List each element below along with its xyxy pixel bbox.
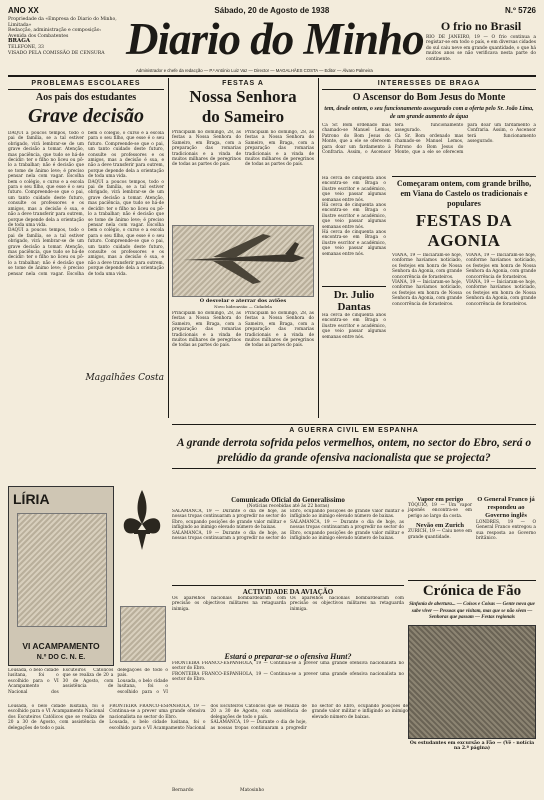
scout-poster	[8, 486, 168, 700]
aviation-text: Os aparelhos nacionais bombardearam com precisão os objectivos militares na retaguarda inimiga.	[172, 596, 286, 612]
cronica-title: Crónica de Fão	[422, 583, 522, 599]
scout-text-2: Lousada, o belo cidade lusitana, foi o escolhido para o VI	[117, 678, 168, 695]
viana-big-headline: FESTAS DA AGONIA	[415, 211, 513, 250]
left-headline: Grave decisão	[27, 105, 145, 127]
viana-article	[392, 176, 536, 413]
issue-number: N.º 5726	[505, 6, 536, 15]
estara-text-2: FRONTEIRA FRANCO-ESPANHOLA, 19 — Continua-se a prever uma grande ofensiva nacionalista no sector do Ebro.	[172, 671, 404, 683]
estara-title: Estará o preparar-se o ofensiva Hunt?	[224, 652, 352, 661]
viana-body-text-4: VIANA, 19 — Iniciaram-se hoje, conforme havíamos noticiado, os festejos em honra de Nossa Senhora da Agonia, com grande concorrência de forasteiros.	[466, 280, 536, 307]
bottom-text-2: FRONTEIRA FRANCO-ESPANHOLA, 19 — Continua-se a prever uma grande ofensiva nacionalista no sector do Ebro.	[109, 704, 206, 720]
camp-title: VI ACAMPAMENTO	[22, 641, 100, 651]
masthead	[8, 14, 536, 77]
bottom-text-4: SALAMANCA, 19 — Durante o dia de hoje, as nossas tropas continuaram a progredir no sector do Ebro, ocupando posições de grande valor militar e infligindo ao inimigo elevado número de baixas.	[210, 704, 408, 731]
center-body-text-2: Principiam no domingo, 28, as festas a Nossa Senhora do Sameiro, em Braga, com a preparação das romarias tradicionais e a vinda de muitos milhares de peregrinos de todas as partes do país.	[172, 311, 241, 349]
masthead-right-article	[426, 19, 536, 62]
owner-text: Propriedade da «Empresa do Diario do Minho, Limitada»	[8, 17, 117, 28]
center-kicker: FESTAS A	[222, 80, 264, 87]
center-body-text: Principiam no domingo, 28, as festas a Nossa Senhora do Sameiro, em Braga, com a preparação das romarias tradicionais e a vinda de muitos milhares de peregrinos de todas as partes do país.	[172, 130, 241, 168]
communique-title: Comunicado Oficial do Generalíssimo	[231, 496, 345, 504]
scout-text: Lousada, o belo cidade lusitana, foi o escolhido para o VI Acampamento Nacional dos Escuteiros Católicos que se realiza de 20 a 30 de Agosto, com assistência de delegações de todo o país.	[8, 668, 168, 695]
students-photo	[408, 625, 536, 739]
footer-left: Bernardo	[172, 788, 194, 793]
war-headline: A grande derrota sofrida pelos vermelhos, ontem, no sector do Ebro, será o prelúdio da grande ofensiva nacionalista que se projecta?	[176, 437, 532, 464]
aviation-body	[172, 596, 404, 652]
vapor-article	[408, 496, 472, 540]
communique-body	[172, 509, 404, 585]
airplane-photo	[172, 225, 314, 297]
censorship-label: VISADO PELA COMISSÃO DE CENSURA	[8, 50, 105, 56]
center-body-text-3: Principiam no domingo, 28, as festas a Nossa Senhora do Sameiro, em Braga, com a preparação das romarias tradicionais e a vinda de muitos milhares de peregrinos de todas as partes do país.	[245, 311, 314, 349]
column-rule	[318, 78, 319, 418]
communique-text-3: SALAMANCA, 19 — Durante o dia de hoje, as nossas tropas continuaram a progredir no sector do Ebro, ocupando posições de grande valor militar e infligindo ao inimigo elevado número de baixas.	[290, 519, 404, 542]
dantas-prebody	[322, 176, 386, 286]
right-body-text-cont: Cá Sr. Bom ordenado mas chamado-se Manuel Lemos, Patrono do Bom Jesus do Monte, que a ele se oferecem para doar um fardamento à Confraria. Assim, o Ascensor terá funcionamento assegurado.	[394, 123, 536, 156]
left-body-text-cont2: DAQUI a poucos tempos, todo o pai de família, se a tal estiver obrigado, virá lembrar-se de um grave decisão a tomar. Atenção, mas paciência, que tudo se há-de decidir: ter o filho no liceu ou pô-lo a trabalhar; não é decisão que se tome de ânimo leve; é preciso pensar nela com vagar. Escolha bem o colégio, o curso e a escola para o seu filho, que esse é o seu futuro. Compreende-se que o pai, um tanto cuidado deste futuro, consulte os professores e os amigos, mas a decisão é sua, e não a deve transferir para outrem, porque depende dela a orientação de toda uma vida.	[88, 179, 164, 277]
fleur-de-lis-icon	[116, 486, 168, 556]
bottom-body	[8, 704, 408, 788]
camp-sub: N.º DO C. N. E.	[36, 654, 86, 661]
city-label: BRAGA	[8, 38, 31, 45]
left-kicker: PROBLEMAS ESCOLARES	[31, 80, 141, 87]
vapor-title: Vapor em perigo	[416, 496, 464, 503]
phone-label: TELEFONE, 33	[8, 44, 44, 50]
center-headline-2: do Sameiro	[201, 107, 285, 126]
viana-body-text: VIANA, 19 — Iniciaram-se hoje, conforme havíamos noticiado, os festejos em honra de Nossa Senhora da Agonia, com grande concorrência de forasteiros.	[392, 253, 463, 280]
fleur-de-lis-panel	[116, 486, 168, 664]
footer-mid: Matosinho	[240, 788, 265, 793]
brazil-text: RIO DE JANEIRO, 19 — O frio continua a registar-se em todo o país, e em diversas cidades do sul caiu neve em grande quantidade, o que há muitos anos se não verificava nesta parte do continente.	[426, 35, 536, 62]
viana-body	[392, 253, 536, 413]
right-article	[322, 80, 536, 175]
column-rule	[168, 78, 169, 418]
bottom-text-3: Lousada, o belo cidade lusitana, foi o escolhido para o VI Acampamento Nacional dos Escuteiros Católicos que se realiza de 20 a 30 de Agosto, com assistência de delegações de todo o país.	[109, 704, 307, 731]
right-body-text: Cá Sr. Bom ordenado mas chamado-se Manuel Lemos, Patrono do Bom Jesus do Monte, que a ele se oferecem para doar um fardamento à Confraria. Assim, o Ascensor terá funcionamento assegurado.	[322, 123, 464, 156]
left-subtitle: Aos pais dos estudantes	[35, 92, 137, 103]
vapor-text: TÓQUIO, 19 — Um vapor japonês encontra-se em perigo ao largo da costa.	[408, 503, 472, 519]
franco-article	[476, 496, 536, 542]
date-label: Sábado, 20 de Agosto de 1938	[214, 6, 330, 15]
war-communique	[172, 496, 404, 727]
cronica-sub: Sinfonia de abertura... — Coisos e Coisas — Gente nova que sabe viver — Pessoas que visitam, mas que se não sêem — Senhoras que passam — Festas regionais	[409, 602, 535, 620]
communique-text: SALAMANCA, 19 — Durante o dia de hoje, as nossas tropas continuaram a progredir no sector do Ebro, ocupando posições de grande valor militar e infligindo ao inimigo elevado número de baixas.	[172, 509, 286, 531]
estara-text: FRONTEIRA FRANCO-ESPANHOLA, 19 — Continua-se a prever uma grande ofensiva nacionalista no sector do Ebro.	[172, 661, 404, 672]
snow-title: Nevão em Zurich	[415, 522, 465, 530]
masthead-left	[8, 17, 120, 56]
war-section	[172, 424, 536, 469]
aviation-text-2: Os aparelhos nacionais bombardearam com precisão os objectivos militares na retaguarda inimiga.	[290, 596, 404, 612]
dantas-headline: Dr. Julio Dantas	[322, 286, 386, 313]
right-headline: O Ascensor do Bom Jesus do Monte	[352, 92, 506, 103]
dantas-pretext: Há cerca de cinquenta anos encontra-se em Braga o ilustre escritor e académico, que veio passar algumas semanas entre nós.	[322, 176, 386, 203]
franco-text: LONDRES, 19 — O General Franco entregou a sua resposta ao Governo britânico.	[476, 520, 536, 542]
center-body-text-cont: Principiam no domingo, 28, as festas a Nossa Senhora do Sameiro, em Braga, com a preparação das romarias tradicionais e a vinda de muitos milhares de peregrinos de todas as partes do país.	[245, 130, 314, 168]
center-headline-1: Nossa Senhora	[189, 87, 297, 106]
photo-caption-sub: Novo hidroavião — Cidadela	[214, 304, 272, 309]
poster-title: LÍRIA	[13, 491, 50, 507]
masthead-staff: Administrador e chefe da redacção — P.º António Luiz Vaz — Director — MAGALHÃES COSTA — Editor — Álvaro Palmeira	[136, 68, 373, 73]
viana-headline: Começaram ontem, com grande brilho, em Viana do Castelo os tradicionais e populares	[392, 176, 536, 209]
brazil-headline: O frio no Brasil	[440, 19, 522, 33]
left-body-text: DAQUI a poucos tempos, todo o pai de família, se a tal estiver obrigado, virá lembrar-se de um grave decisão a tomar. Atenção, mas paciência, que tudo se há-de decidir: ter o filho no liceu ou pô-lo a trabalhar; não é decisão que se tome de ânimo leve; é preciso pensar nela com vagar. Escolha bem o colégio, o curso e a escola para o seu filho, que esse é o seu futuro. Compreende-se que o pai, um tanto cuidado deste futuro, consulte os professores e os amigos, mas a decisão é sua, e não a deve transferir para outrem, porque depende dela a orientação de toda uma vida.	[8, 131, 84, 228]
poster-image	[8, 486, 114, 666]
left-article	[8, 80, 164, 383]
center-body-2	[172, 311, 314, 381]
center-body	[172, 130, 314, 222]
photo-caption: O desvelar e aterrar dos aviões	[199, 298, 287, 304]
communique-text-2: SALAMANCA, 19 — Durante o dia de hoje, as nossas tropas continuaram a progredir no sector do Ebro, ocupando posições de grande valor militar e infligindo ao inimigo elevado número de baixas.	[172, 509, 404, 542]
left-body-text-cont: DAQUI a poucos tempos, todo o pai de família, se a tal estiver obrigado, virá lembrar-se de um grave decisão a tomar. Atenção, mas paciência, que tudo se há-de decidir: ter o filho no liceu ou pô-lo a trabalhar; não é decisão que se tome de ânimo leve; é preciso pensar nela com vagar. Escolha bem o colégio, o curso e a escola para o seu filho, que esse é o seu futuro. Compreende-se que o pai, um tanto cuidado deste futuro, consulte os professores e os amigos, mas a decisão é sua, e não a deve transferir para outrem, porque depende dela a orientação de toda uma vida.	[8, 131, 164, 277]
year-label: ANO XX	[8, 6, 39, 15]
newspaper-title: Diario do Minho	[126, 14, 424, 64]
snow-text: ZURICH, 19 — Caiu neve em grande quantidade.	[408, 529, 472, 540]
viana-body-text-3: VIANA, 19 — Iniciaram-se hoje, conforme havíamos noticiado, os festejos em honra de Nossa Senhora da Agonia, com grande concorrência de forasteiros.	[466, 253, 536, 280]
viana-body-text-2: VIANA, 19 — Iniciaram-se hoje, conforme havíamos noticiado, os festejos em honra de Nossa Senhora da Agonia, com grande concorrência de forasteiros.	[392, 280, 463, 307]
left-signature: Magalhães Costa	[85, 373, 164, 383]
dantas-pretext-2: Há cerca de cinquenta anos encontra-se em Braga o ilustre escritor e académico, que veio passar algumas semanas entre nós.	[322, 203, 386, 230]
bottom-text-1: Lousada, o belo cidade lusitana, foi o escolhido para o VI Acampamento Nacional dos Escuteiros Católicos que se realiza de 20 a 30 de Agosto, com assistência de delegações de todo o país.	[8, 704, 105, 731]
poster-drawing	[17, 513, 107, 627]
students-caption: Os estudantes em excursão a Fão — (Vê - notícia na 2.ª página)	[409, 740, 535, 751]
right-kicker: INTERESSES DE BRAGA	[377, 80, 481, 87]
center-article	[172, 80, 314, 381]
cronica-article	[408, 580, 536, 751]
dantas-article	[322, 176, 386, 403]
airplane-icon	[173, 226, 313, 294]
aviation-title: ACTIVIDADE DA AVIAÇÃO	[172, 585, 404, 596]
dantas-pretext-3: Há cerca de cinquenta anos encontra-se em Braga o ilustre escritor e académico, que veio passar algumas semanas entre nós.	[322, 230, 386, 257]
helmet-drawing	[120, 606, 166, 662]
right-body	[322, 123, 536, 175]
franco-title: O General Franco já respondeu ao Governo inglês	[477, 496, 535, 519]
right-lead: tem, desde ontem, o seu funcionamento assegurado com a oferta pelo Sr. João Lima, de um grande aumento de água	[324, 106, 534, 120]
war-kicker: A GUERRA CIVIL EM ESPANHA	[289, 427, 419, 434]
left-body	[8, 131, 164, 371]
dantas-text: Há cerca de cinquenta anos encontra-se em Braga o ilustre escritor e académico, que veio passar algumas semanas entre nós.	[322, 313, 386, 340]
address-text: Redacção, administração e composição: Avenida dos Combatentes	[8, 28, 102, 39]
communique-sub: (Notícias recebidas até às 22 horas)	[246, 504, 330, 509]
scout-body	[8, 668, 168, 700]
